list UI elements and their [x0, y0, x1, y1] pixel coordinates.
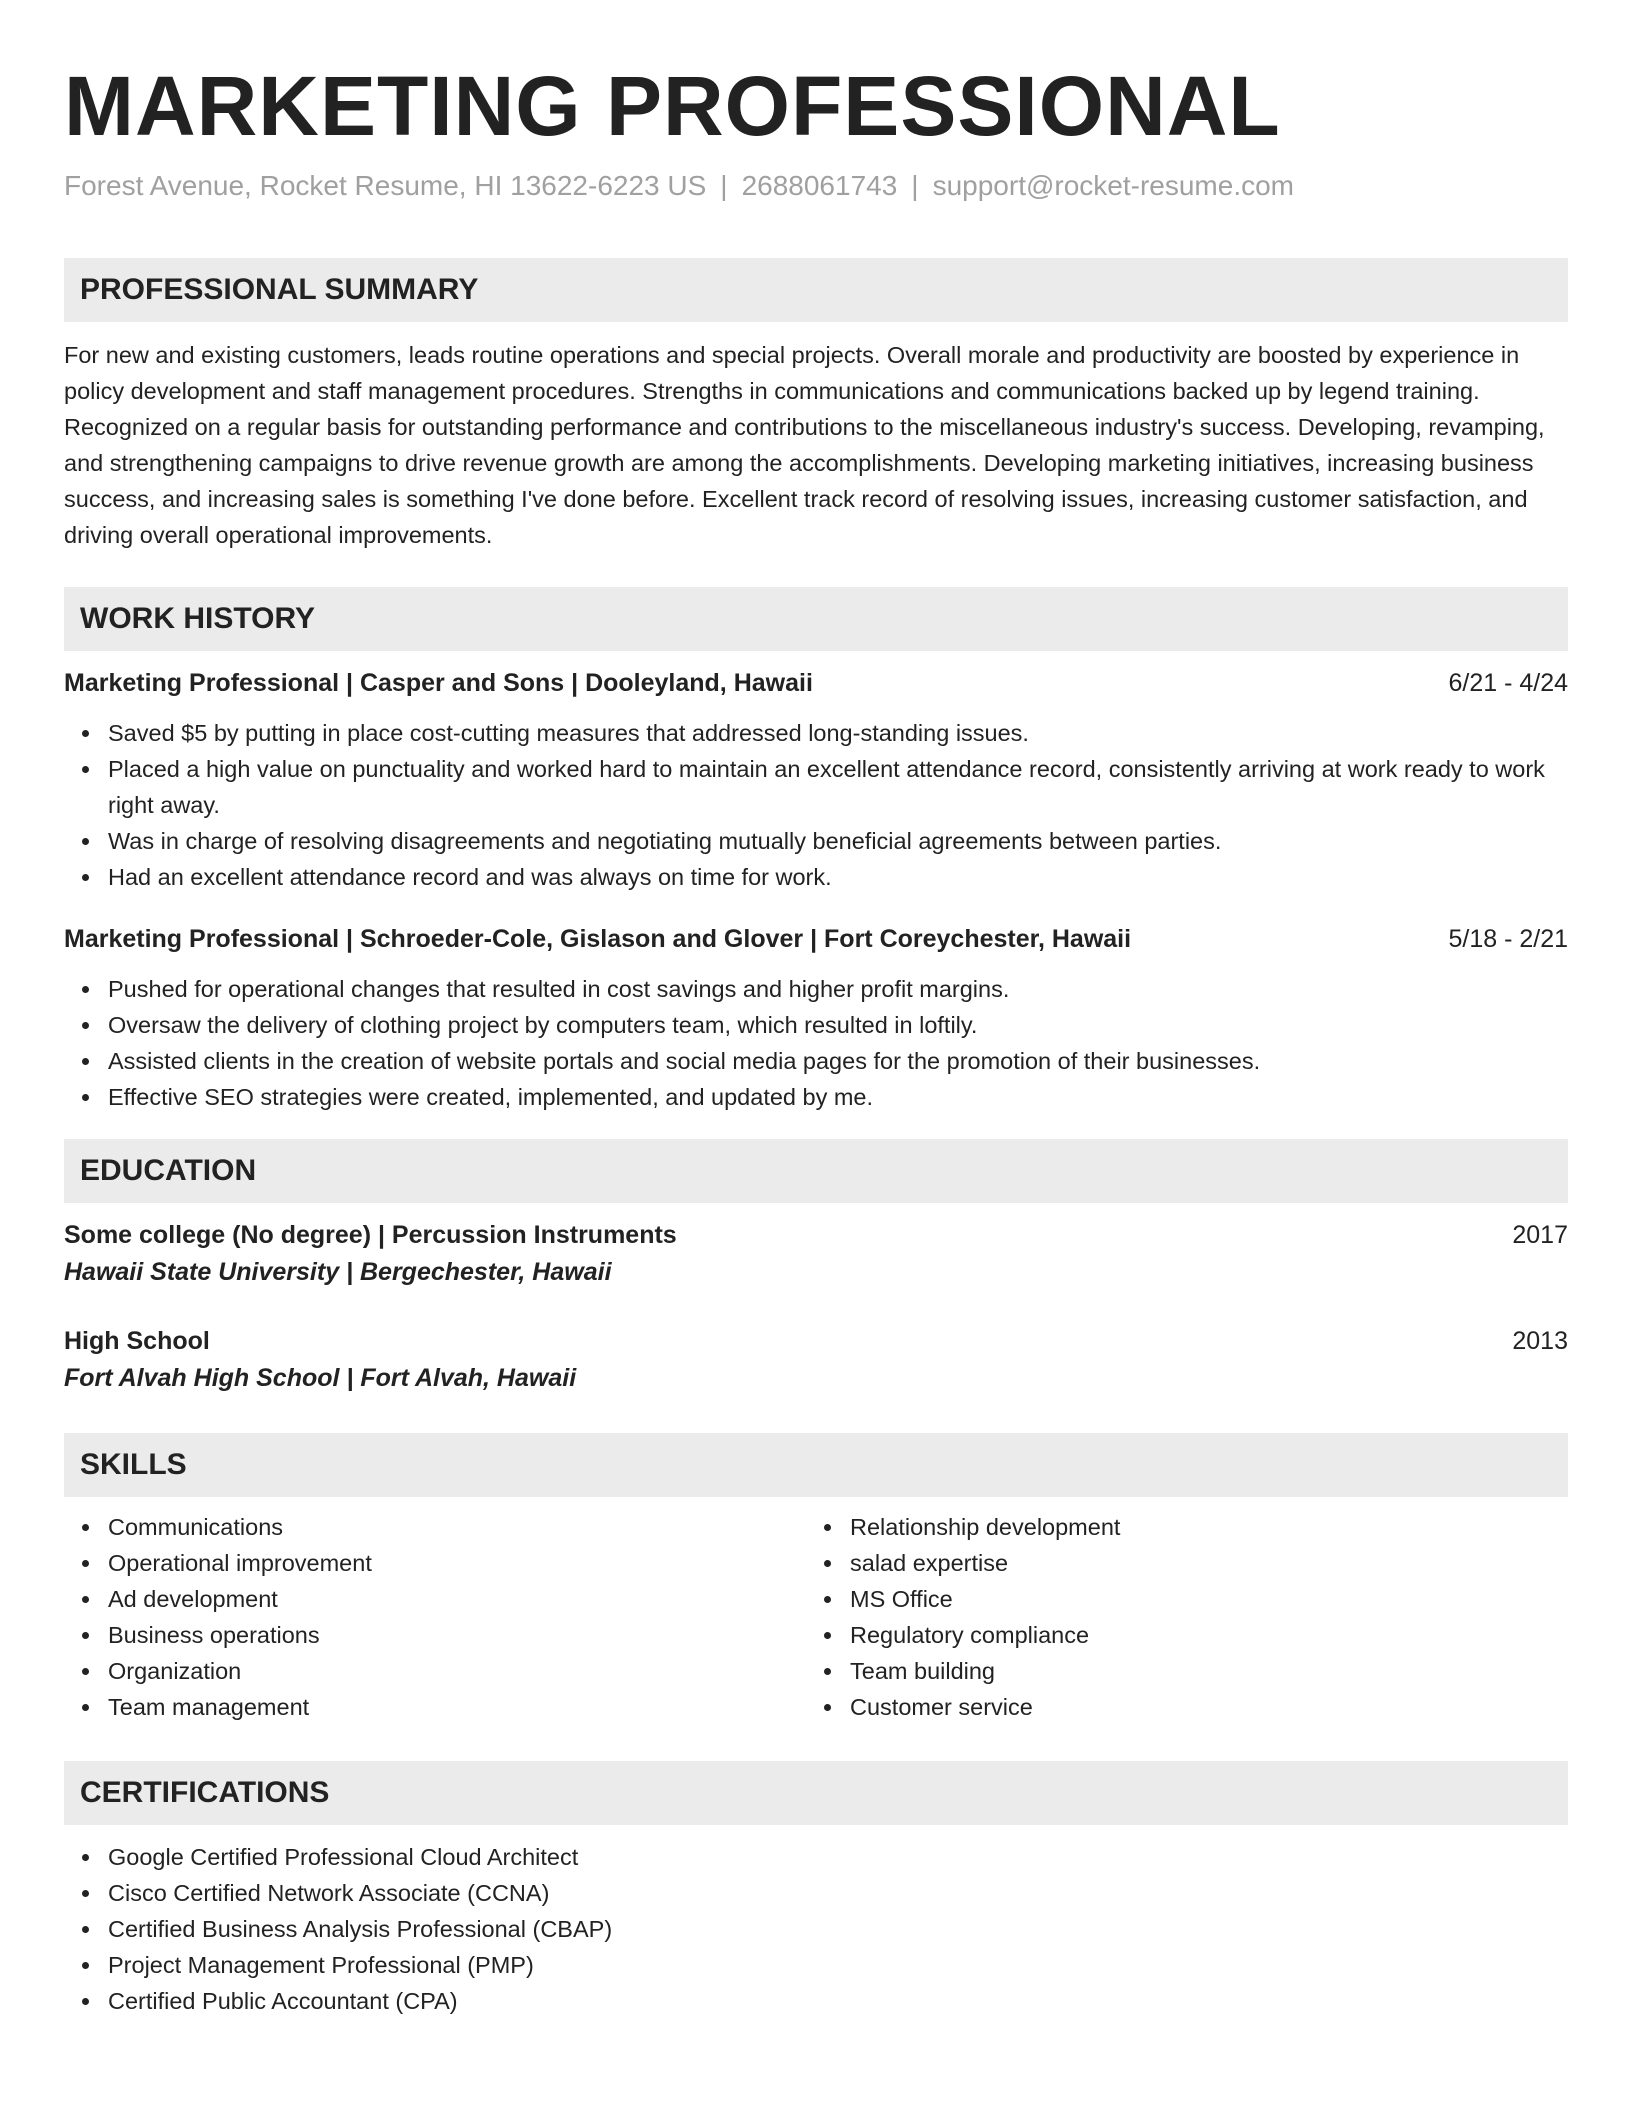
education-entry — [64, 1323, 1568, 1397]
skills-section — [64, 1433, 1568, 1725]
skill-item: Organization — [108, 1653, 806, 1689]
job-bullet: Was in charge of resolving disagreements and negotiating mutually beneficial agreements between parties. — [108, 823, 1568, 859]
job-bullet: Had an excellent attendance record and was always on time for work. — [108, 859, 1568, 895]
skills-heading: SKILLS — [64, 1433, 1568, 1497]
job-header — [64, 665, 1568, 701]
certification-item: Certified Business Analysis Professional (CBAP) — [108, 1911, 1568, 1947]
education-header — [64, 1217, 1568, 1253]
job-bullet: Assisted clients in the creation of website portals and social media pages for the promotion of their businesses. — [108, 1043, 1568, 1079]
skill-item: salad expertise — [850, 1545, 1548, 1581]
education-school: Hawaii State University | Bergechester, Hawaii — [64, 1258, 612, 1286]
certification-item: Cisco Certified Network Associate (CCNA) — [108, 1875, 1568, 1911]
education-degree: Some college (No degree) | Percussion Instruments — [64, 1221, 677, 1249]
summary-section — [64, 258, 1568, 553]
work-history-heading: WORK HISTORY — [64, 587, 1568, 651]
skill-item: Business operations — [108, 1617, 806, 1653]
education-header — [64, 1323, 1568, 1359]
skill-item: MS Office — [850, 1581, 1548, 1617]
job-bullet: Pushed for operational changes that resulted in cost savings and higher profit margins. — [108, 971, 1568, 1007]
job-bullet: Effective SEO strategies were created, implemented, and updated by me. — [108, 1079, 1568, 1115]
job-title: Marketing Professional | Schroeder-Cole, Gislason and Glover | Fort Coreychester, Hawaii — [64, 925, 1132, 953]
job-bullet: Saved $5 by putting in place cost-cutting measures that addressed long-standing issues. — [108, 715, 1568, 751]
contact-line — [64, 168, 1568, 204]
work-history-section — [64, 587, 1568, 1115]
skills-list-left — [64, 1509, 806, 1725]
education-degree: High School — [64, 1327, 210, 1355]
education-school: Fort Alvah High School | Fort Alvah, Hawaii — [64, 1364, 577, 1392]
skill-item: Ad development — [108, 1581, 806, 1617]
job-dates: 5/18 - 2/21 — [1448, 925, 1568, 953]
certification-item: Certified Public Accountant (CPA) — [108, 1983, 1568, 2019]
summary-text: For new and existing customers, leads routine operations and special projects. Overall morale and productivity are boosted by experience in policy development and staff management procedures. Strengths in communications and communications backed up by legend training. Recognized on a regular basis for outstanding performance and contributions to the miscellaneous industry's success. Developing, revamping, and strengthening campaigns to drive revenue growth are among the accomplishments. Developing marketing initiatives, increasing business success, and increasing sales is something I've done before. Excellent track record of resolving issues, increasing customer satisfaction, and driving overall operational improvements. — [64, 342, 1545, 548]
job-entry — [64, 665, 1568, 895]
education-year: 2017 — [1512, 1221, 1568, 1249]
skill-item: Relationship development — [850, 1509, 1548, 1545]
job-entry — [64, 921, 1568, 1115]
skills-list-right — [806, 1509, 1548, 1725]
job-bullet: Placed a high value on punctuality and worked hard to maintain an excellent attendance record, consistently arriving at work ready to work right away. — [108, 751, 1568, 823]
contact-address: Forest Avenue, Rocket Resume, HI 13622-6223 US — [64, 170, 707, 201]
skill-item: Team building — [850, 1653, 1548, 1689]
certifications-section — [64, 1761, 1568, 2019]
job-dates: 6/21 - 4/24 — [1448, 669, 1568, 697]
certifications-heading: CERTIFICATIONS — [64, 1761, 1568, 1825]
certification-item: Project Management Professional (PMP) — [108, 1947, 1568, 1983]
candidate-name: MARKETING PROFESSIONAL — [64, 59, 1281, 153]
skill-item: Communications — [108, 1509, 806, 1545]
skill-item: Operational improvement — [108, 1545, 806, 1581]
job-bullets — [64, 715, 1568, 895]
skill-item: Team management — [108, 1689, 806, 1725]
contact-separator: | — [911, 170, 919, 201]
education-heading: EDUCATION — [64, 1139, 1568, 1203]
certifications-list — [64, 1839, 1568, 2019]
job-header — [64, 921, 1568, 957]
education-section — [64, 1139, 1568, 1397]
skill-item: Customer service — [850, 1689, 1548, 1725]
contact-email[interactable]: support@rocket-resume.com — [932, 170, 1295, 201]
skills-columns — [64, 1509, 1568, 1725]
job-title: Marketing Professional | Casper and Sons | Dooleyland, Hawaii — [64, 669, 813, 697]
contact-separator: | — [720, 170, 728, 201]
education-entry — [64, 1217, 1568, 1291]
summary-heading: PROFESSIONAL SUMMARY — [64, 258, 1568, 322]
education-year: 2013 — [1512, 1327, 1568, 1355]
job-bullet: Oversaw the delivery of clothing project by computers team, which resulted in loftily. — [108, 1007, 1568, 1043]
contact-phone: 2688061743 — [741, 170, 898, 201]
skill-item: Regulatory compliance — [850, 1617, 1548, 1653]
certification-item: Google Certified Professional Cloud Architect — [108, 1839, 1568, 1875]
job-bullets — [64, 971, 1568, 1115]
